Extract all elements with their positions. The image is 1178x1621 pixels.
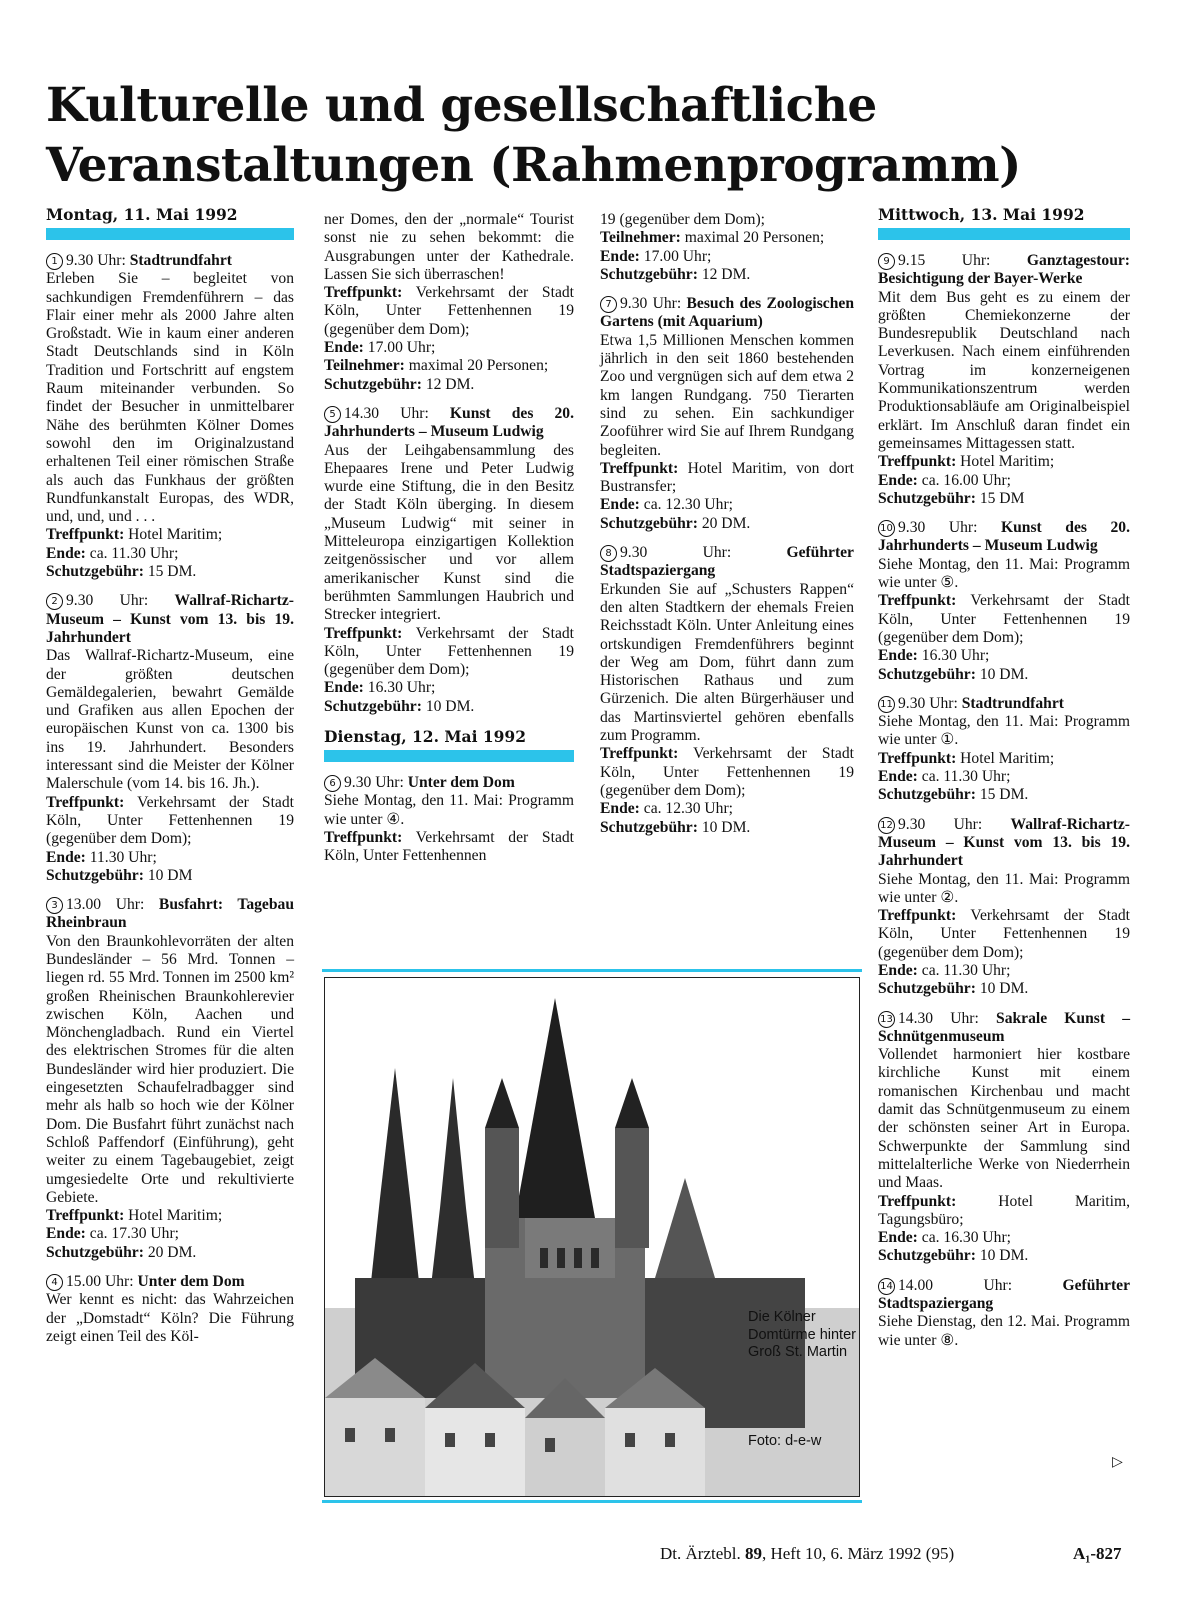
end-time: ca. 11.30 Uhr;: [921, 768, 1011, 786]
column-4: [878, 205, 1130, 1361]
meeting-point: Verkehrsamt der Stadt Köln, Unter Fettenhennen 19 (gegenüber dem Dom);: [324, 284, 574, 338]
label: Schutzgebühr:: [46, 563, 144, 581]
column-1: [46, 205, 294, 1357]
label: Schutzgebühr:: [324, 697, 422, 715]
event-time: 9.15 Uhr:: [898, 252, 991, 269]
fee: 15 DM.: [979, 786, 1029, 804]
label: Treffpunkt:: [46, 526, 125, 544]
event-time: 9.30 Uhr:: [898, 519, 978, 537]
meeting-point: Verkehrsamt der Stadt Köln, Unter Fettenhennen 19 (gegenüber dem Dom);: [46, 793, 294, 848]
end-time: 16.30 Uhr;: [367, 679, 436, 697]
end-time: ca. 16.00 Uhr;: [921, 471, 1011, 489]
label: Treffpunkt:: [46, 1207, 125, 1225]
event-description: Wer kennt es nicht: das Wahrzeichen der „Domstadt“ Köln? Die Führung zeigt einen Teil des Köl-: [46, 1291, 294, 1345]
label: Treffpunkt:: [46, 793, 125, 811]
meeting-point: Verkehrsamt der Stadt Köln, Unter Fettenhennen 19 (gegenüber dem Dom);: [878, 907, 1130, 961]
event-4: [46, 1273, 294, 1346]
event-title: Kunst des 20. Jahrhunderts – Museum Ludwig: [324, 404, 574, 441]
label: Treffpunkt:: [878, 749, 957, 767]
event-number: 1: [46, 253, 63, 270]
label: Ende:: [600, 496, 640, 514]
event-time: 13.00 Uhr:: [66, 896, 145, 914]
label: Ende:: [46, 1225, 86, 1243]
meeting-point: Hotel Maritim, Tagungsbüro;: [878, 1192, 1130, 1228]
event-8: [600, 544, 854, 837]
end-time: ca. 11.30 Uhr;: [89, 544, 179, 562]
event-description: Vollendet harmoniert hier kostbare kirchliche Kunst mit einem romanischen Kirchenbau und macht damit das Schnütgenmuseum zu einem der schönsten seiner Art in Europa. Schwerpunkte der Sammlung sind mittelalterliche Werke von Niederrhein und Maas.: [878, 1046, 1130, 1192]
title-line-2: Veranstaltungen (Rahmenprogramm): [46, 138, 1021, 193]
end-time: 17.00 Uhr;: [367, 339, 436, 357]
event-number: 2: [46, 593, 63, 610]
event-7: [600, 295, 854, 533]
label: Treffpunkt:: [600, 459, 679, 477]
event-number: 13: [878, 1011, 895, 1028]
meeting-point: Hotel Maritim;: [960, 749, 1055, 767]
fee: 10 DM.: [979, 1247, 1029, 1265]
photo-caption: Die Kölner Domtürme hinter Groß St. Martin: [748, 1309, 856, 1360]
meeting-point: Verkehrsamt der Stadt Köln, Unter Fettenhennen 19 (gegenüber dem Dom);: [600, 745, 854, 799]
column-3: [600, 211, 854, 848]
accent-bar: [878, 228, 1130, 240]
event-description: Mit dem Bus geht es zu einem der größten Chemiekonzerne der Bundesrepublik Deutschland nach Leverkusen. Nach einem einführenden Vortrag im konzerneigenen Kommunikationszentrum werden Produktionsabläufe am Originalbeispiel erklärt. Im Anschluß daran findet ein gemeinsames Mittagessen statt.: [878, 288, 1130, 452]
end-time: 17.00 Uhr;: [643, 247, 712, 265]
label: Ende:: [46, 848, 86, 866]
event-5: [324, 405, 574, 716]
journal-issue: , Heft 10, 6. März 1992 (95): [761, 1544, 955, 1563]
participants: maximal 20 Personen;: [408, 357, 549, 375]
label: Ende:: [878, 961, 918, 979]
event-description: ner Domes, den der „normale“ Tourist sonst nie zu sehen bekommt: die Ausgrabungen unter der Kathedrale. Lassen Sie sich überraschen!: [324, 211, 574, 283]
accent-bar: [46, 228, 294, 240]
label: Schutzgebühr:: [600, 514, 698, 532]
event-title: Unter dem Dom: [137, 1273, 245, 1291]
event-number: 6: [324, 775, 341, 792]
event-time: 14.30 Uhr:: [898, 1009, 979, 1027]
label: Ende:: [878, 768, 918, 786]
label: Ende:: [878, 647, 918, 665]
label: Schutzgebühr:: [600, 265, 698, 283]
meeting-point: Verkehrsamt der Stadt Köln, Unter Fettenhennen: [324, 828, 574, 865]
event-description: Erleben Sie – begleitet von sachkundigen Fremdenführern – das Flair einer mehr als 2000 Jahre alten Großstadt. Wie in kaum einer anderen Stadt Deutschlands sind in Köln Tradition und Fortschritt auf engstem Raum miteinander verbunden. So findet der Besucher in unmittelbarer Nähe des berühmten Kölner Domes sowohl den im Originalzustand erhaltenen Teil einer römischen Straße als auch das Funkhaus der größten Rundfunkanstalt Europas, des WDR, und, und, und . . .: [46, 270, 294, 526]
event-title: Ganztagestour: Besichtigung der Bayer-Werke: [878, 252, 1130, 288]
event-title: Wallraf-Richartz-Museum – Kunst vom 13. bis 19. Jahrhundert: [46, 592, 294, 646]
day-heading-monday: Montag, 11. Mai 1992: [46, 205, 238, 224]
page-title: [46, 76, 1156, 196]
event-number: 12: [878, 817, 895, 834]
event-4-continued: [324, 211, 574, 394]
label: Ende:: [878, 471, 918, 489]
event-time: 14.30 Uhr:: [344, 404, 429, 422]
label: Ende:: [46, 544, 86, 562]
event-number: 14: [878, 1278, 895, 1295]
event-time: 9.30 Uhr:: [344, 774, 404, 792]
event-title: Unter dem Dom: [407, 774, 515, 792]
label: Treffpunkt:: [324, 284, 403, 302]
label: Ende:: [878, 1229, 918, 1247]
label: Treffpunkt:: [600, 745, 679, 763]
event-title: Wallraf-Richartz-Museum – Kunst vom 13. bis 19. Jahrhundert: [878, 815, 1130, 870]
end-time: ca. 12.30 Uhr;: [643, 496, 733, 514]
label: Schutzgebühr:: [600, 818, 698, 836]
event-2: [46, 592, 294, 885]
event-title: Geführter Stadtspaziergang: [878, 1276, 1130, 1313]
event-title: Sakrale Kunst – Schnütgenmuseum: [878, 1009, 1130, 1045]
label: Schutzgebühr:: [46, 866, 144, 884]
cathedral-photo: [324, 977, 860, 1497]
label: Teilnehmer:: [324, 357, 405, 375]
event-number: 8: [600, 545, 617, 562]
event-description: Siehe Montag, den 11. Mai: Programm wie unter ①.: [878, 713, 1130, 749]
fee: 15 DM.: [147, 563, 197, 581]
label: Treffpunkt:: [878, 1192, 957, 1210]
event-title: Stadtrundfahrt: [129, 252, 232, 269]
label: Teilnehmer:: [600, 229, 681, 247]
fee: 10 DM.: [425, 697, 475, 715]
participants: maximal 20 Personen;: [684, 229, 825, 247]
journal-volume: 89: [744, 1544, 762, 1563]
end-time: ca. 17.30 Uhr;: [89, 1225, 179, 1243]
event-time: 9.30 Uhr:: [898, 694, 958, 712]
fee: 10 DM.: [979, 980, 1029, 998]
event-time: 9.30 Uhr:: [620, 295, 682, 313]
journal-citation: [660, 1544, 954, 1564]
event-time: 9.30 Uhr:: [66, 592, 149, 610]
event-6-continued: [600, 211, 854, 284]
end-time: ca. 16.30 Uhr;: [921, 1229, 1011, 1247]
cathedral-illustration: [325, 978, 859, 1496]
event-14: [878, 1277, 1130, 1350]
event-number: 5: [324, 406, 341, 423]
label: Treffpunkt:: [324, 624, 403, 642]
label: Ende:: [600, 247, 640, 265]
meeting-point: Verkehrsamt der Stadt Köln, Unter Fettenhennen 19 (gegenüber dem Dom);: [324, 624, 574, 679]
event-number: 3: [46, 897, 63, 914]
meeting-point: Verkehrsamt der Stadt Köln, Unter Fettenhennen 19 (gegenüber dem Dom);: [878, 592, 1130, 646]
title-line-1: Kulturelle und gesellschaftliche: [46, 78, 877, 133]
end-time: ca. 12.30 Uhr;: [643, 800, 733, 818]
meeting-point: Hotel Maritim;: [128, 526, 223, 544]
fee: 10 DM.: [979, 665, 1029, 683]
accent-bar: [324, 750, 574, 762]
fee: 20 DM.: [701, 514, 751, 532]
meeting-point: Hotel Maritim;: [128, 1207, 223, 1225]
event-11: [878, 695, 1130, 805]
fee: 12 DM.: [701, 265, 751, 283]
end-time: 16.30 Uhr;: [921, 647, 990, 665]
fee: 15 DM: [979, 489, 1025, 507]
end-time: ca. 11.30 Uhr;: [921, 961, 1011, 979]
event-title: Kunst des 20. Jahrhunderts – Museum Ludwig: [878, 519, 1130, 555]
event-9: [878, 252, 1130, 508]
event-description: Siehe Montag, den 11. Mai: Programm wie unter ②.: [878, 870, 1130, 906]
day-heading-wednesday: Mittwoch, 13. Mai 1992: [878, 205, 1085, 224]
event-description: Siehe Dienstag, den 12. Mai. Programm wie unter ⑧.: [878, 1313, 1130, 1349]
event-time: 9.30 Uhr:: [66, 252, 126, 269]
photo-top-rule: [322, 969, 862, 972]
label: Schutzgebühr:: [46, 1243, 144, 1261]
event-12: [878, 816, 1130, 999]
event-time: 14.00 Uhr:: [898, 1276, 1013, 1294]
event-description: Siehe Montag, den 11. Mai: Programm wie unter ⑤.: [878, 555, 1130, 592]
label: Treffpunkt:: [878, 592, 957, 610]
label: Ende:: [324, 339, 364, 357]
event-title: Stadtrundfahrt: [961, 694, 1064, 712]
day-heading-tuesday: Dienstag, 12. Mai 1992: [324, 727, 527, 747]
continue-arrow-icon: ▷: [1112, 1455, 1123, 1470]
label: Schutzgebühr:: [878, 1247, 976, 1265]
page-number: A₁-827: [1073, 1544, 1122, 1563]
label: Schutzgebühr:: [878, 980, 976, 998]
event-description: Das Wallraf-Richartz-Museum, eine der größten deutschen Gemäldegalerien, bewahrt Gemälde und Grafiken aus allen Epochen der europäischen Kunst von ca. 1300 bis ins 19. Jahrhundert. Besonders interessant sind die Meister der Kölner Malerschule (vom 14. bis 16. Jh.).: [46, 647, 294, 793]
event-time: 15.00 Uhr:: [66, 1273, 134, 1291]
fee: 12 DM.: [425, 375, 475, 393]
event-description: Aus der Leihgabensammlung des Ehepaares Irene und Peter Ludwig wurde eine Stiftung, die in den Besitz der Stadt Köln überging. In diesem „Museum Ludwig“ mit seiner in Mitteleuropa einzigartigen Kollektion zeitgenössischer und vor allem amerikanischer Kunst sind die berühmten Sammlungen Haubrich und Strecker integriert.: [324, 441, 574, 624]
fee: 10 DM: [147, 866, 193, 884]
event-13: [878, 1010, 1130, 1266]
column-2: [324, 211, 574, 877]
event-title: Besuch des Zoologischen Gartens (mit Aquarium): [600, 295, 854, 331]
event-description: Etwa 1,5 Millionen Menschen kommen jährlich in den seit 1860 bestehenden Zoo und vergnügen sich auf dem etwa 2 km langen Rundgang. 750 Tierarten sind zu sehen. Ein sachkundiger Zooführer wird Sie auf Ihrem Rundgang begleiten.: [600, 331, 854, 459]
event-1: [46, 252, 294, 581]
label: Treffpunkt:: [324, 828, 403, 846]
event-title: Geführter Stadtspaziergang: [600, 544, 854, 580]
fee: 10 DM.: [701, 818, 751, 836]
event-number: 7: [600, 296, 617, 313]
meeting-point: Hotel Maritim, von dort Bustransfer;: [600, 459, 854, 496]
event-number: 4: [46, 1274, 63, 1291]
label: Schutzgebühr:: [878, 786, 976, 804]
end-time: 11.30 Uhr;: [89, 848, 157, 866]
event-description: 19 (gegenüber dem Dom);: [600, 211, 765, 228]
event-number: 9: [878, 253, 895, 270]
label: Schutzgebühr:: [878, 665, 976, 683]
event-description: Siehe Montag, den 11. Mai: Programm wie unter ④.: [324, 792, 574, 828]
label: Treffpunkt:: [878, 453, 957, 471]
event-10: [878, 519, 1130, 684]
photo-credit: Foto: d-e-w: [748, 1433, 822, 1449]
label: Ende:: [324, 679, 364, 697]
event-number: 11: [878, 696, 895, 713]
label: Ende:: [600, 800, 640, 818]
event-6: [324, 774, 574, 865]
label: Schutzgebühr:: [878, 489, 976, 507]
event-title: Busfahrt: Tagebau Rheinbraun: [46, 896, 294, 932]
photo-bottom-rule: [322, 1500, 862, 1503]
label: Treffpunkt:: [878, 907, 957, 925]
fee: 20 DM.: [147, 1243, 197, 1261]
event-description: Erkunden Sie auf „Schusters Rappen“ den alten Stadtkern der ehemals Freien Reichsstadt Köln. Unter Anleitung eines ortskundigen Fremdenführers beginnt der Weg am Dom, führt dann zum Historischen Rathaus und zum Gürzenich. Die alten Bürgerhäuser und das Martinsviertel gehören ebenfalls zum Programm.: [600, 580, 854, 745]
label: Schutzgebühr:: [324, 375, 422, 393]
event-time: 9.30 Uhr:: [898, 815, 983, 833]
event-description: Von den Braunkohlevorräten der alten Bundesländer – 56 Mrd. Tonnen – liegen rd. 55 Mrd. Tonnen im 2500 km² großen Rheinischen Braunkohlerevier zwischen Köln, Aachen und Mönchengladbach. Rund ein Viertel des elektrischen Stromes für die alten Bundesländer wird hier produziert. Die eingesetzten Schaufelradbagger sind mehr als halb so hoch wie der Kölner Dom. Die Busfahrt führt zunächst nach Schloß Paffendorf (Einführung), geht weiter zu einem Tagebaugebiet, zeigt umgesiedelte Orte und rekultivierte Gebiete.: [46, 932, 294, 1206]
meeting-point: Hotel Maritim;: [960, 453, 1055, 471]
event-time: 9.30 Uhr:: [620, 544, 732, 562]
journal-name: Dt. Ärztebl.: [660, 1544, 745, 1563]
event-number: 10: [878, 520, 895, 537]
event-3: [46, 896, 294, 1262]
